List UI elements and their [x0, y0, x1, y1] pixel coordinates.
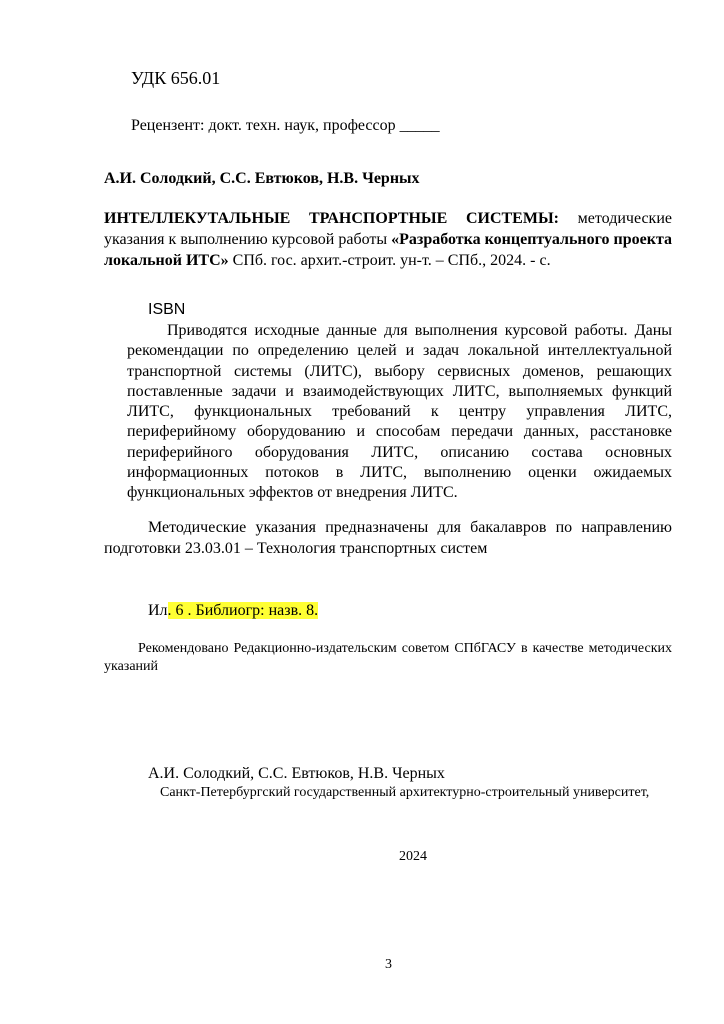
project-title: «Разработка концептуального проекта локальной ИТС»: [104, 231, 672, 269]
page-number: 3: [385, 957, 392, 972]
recommendation-note: Рекомендовано Редакционно-издательским советом СПбГАСУ в качестве методических указаний: [104, 641, 672, 674]
title-description: методические указания к выполнению курсовой работы: [104, 210, 672, 248]
copyright-university: Санкт-Петербургский государственный архитектурно-строительный университет,: [160, 785, 650, 800]
illustrations-prefix: Ил: [148, 602, 168, 619]
illustrations-bibliography: [148, 602, 318, 620]
reviewer-line: Рецензент: докт. техн. наук, профессор _____: [131, 117, 440, 134]
purpose-paragraph: Методические указания предназначены для бакалавров по направлению подготовки 23.03.01 – Технология транспортных систем: [104, 519, 672, 557]
publication-year: 2024: [399, 849, 427, 864]
copyright-authors: А.И. Солодкий, С.С. Евтюков, Н.В. Черных: [148, 765, 445, 782]
authors-heading: А.И. Солодкий, С.С. Евтюков, Н.В. Черных: [104, 170, 420, 187]
bibliographic-title: [104, 208, 672, 271]
publisher-info: СПб. гос. архит.-строит. ун-т. – СПб., 2024. - с.: [228, 252, 551, 269]
highlighted-text: . 6 . Библиогр: назв. 8.: [167, 602, 319, 619]
title-bold: ИНТЕЛЛЕКУТАЛЬНЫЕ ТРАНСПОРТНЫЕ СИСТЕМЫ:: [104, 210, 559, 227]
isbn-label: ISBN: [148, 301, 186, 318]
abstract-paragraph: Приводятся исходные данные для выполнения курсовой работы. Даны рекомендации по определению целей и задач локальной интеллектуальной транспортной системы (ЛИТС), выбору сервисных доменов, решающих поставленные задачи и взаимодействующих ЛИТС, выполняемых функций ЛИТС, функциональных требований к центру управления ЛИТС, периферийному оборудованию и способам передачи данных, расстановке периферийного оборудования ЛИТС, описанию состава основных информационных потоков в ЛИТС, выполнению оценки ожидаемых функциональных эффектов от внедрения ЛИТС.: [127, 322, 672, 502]
udk-code: УДК 656.01: [131, 68, 221, 88]
